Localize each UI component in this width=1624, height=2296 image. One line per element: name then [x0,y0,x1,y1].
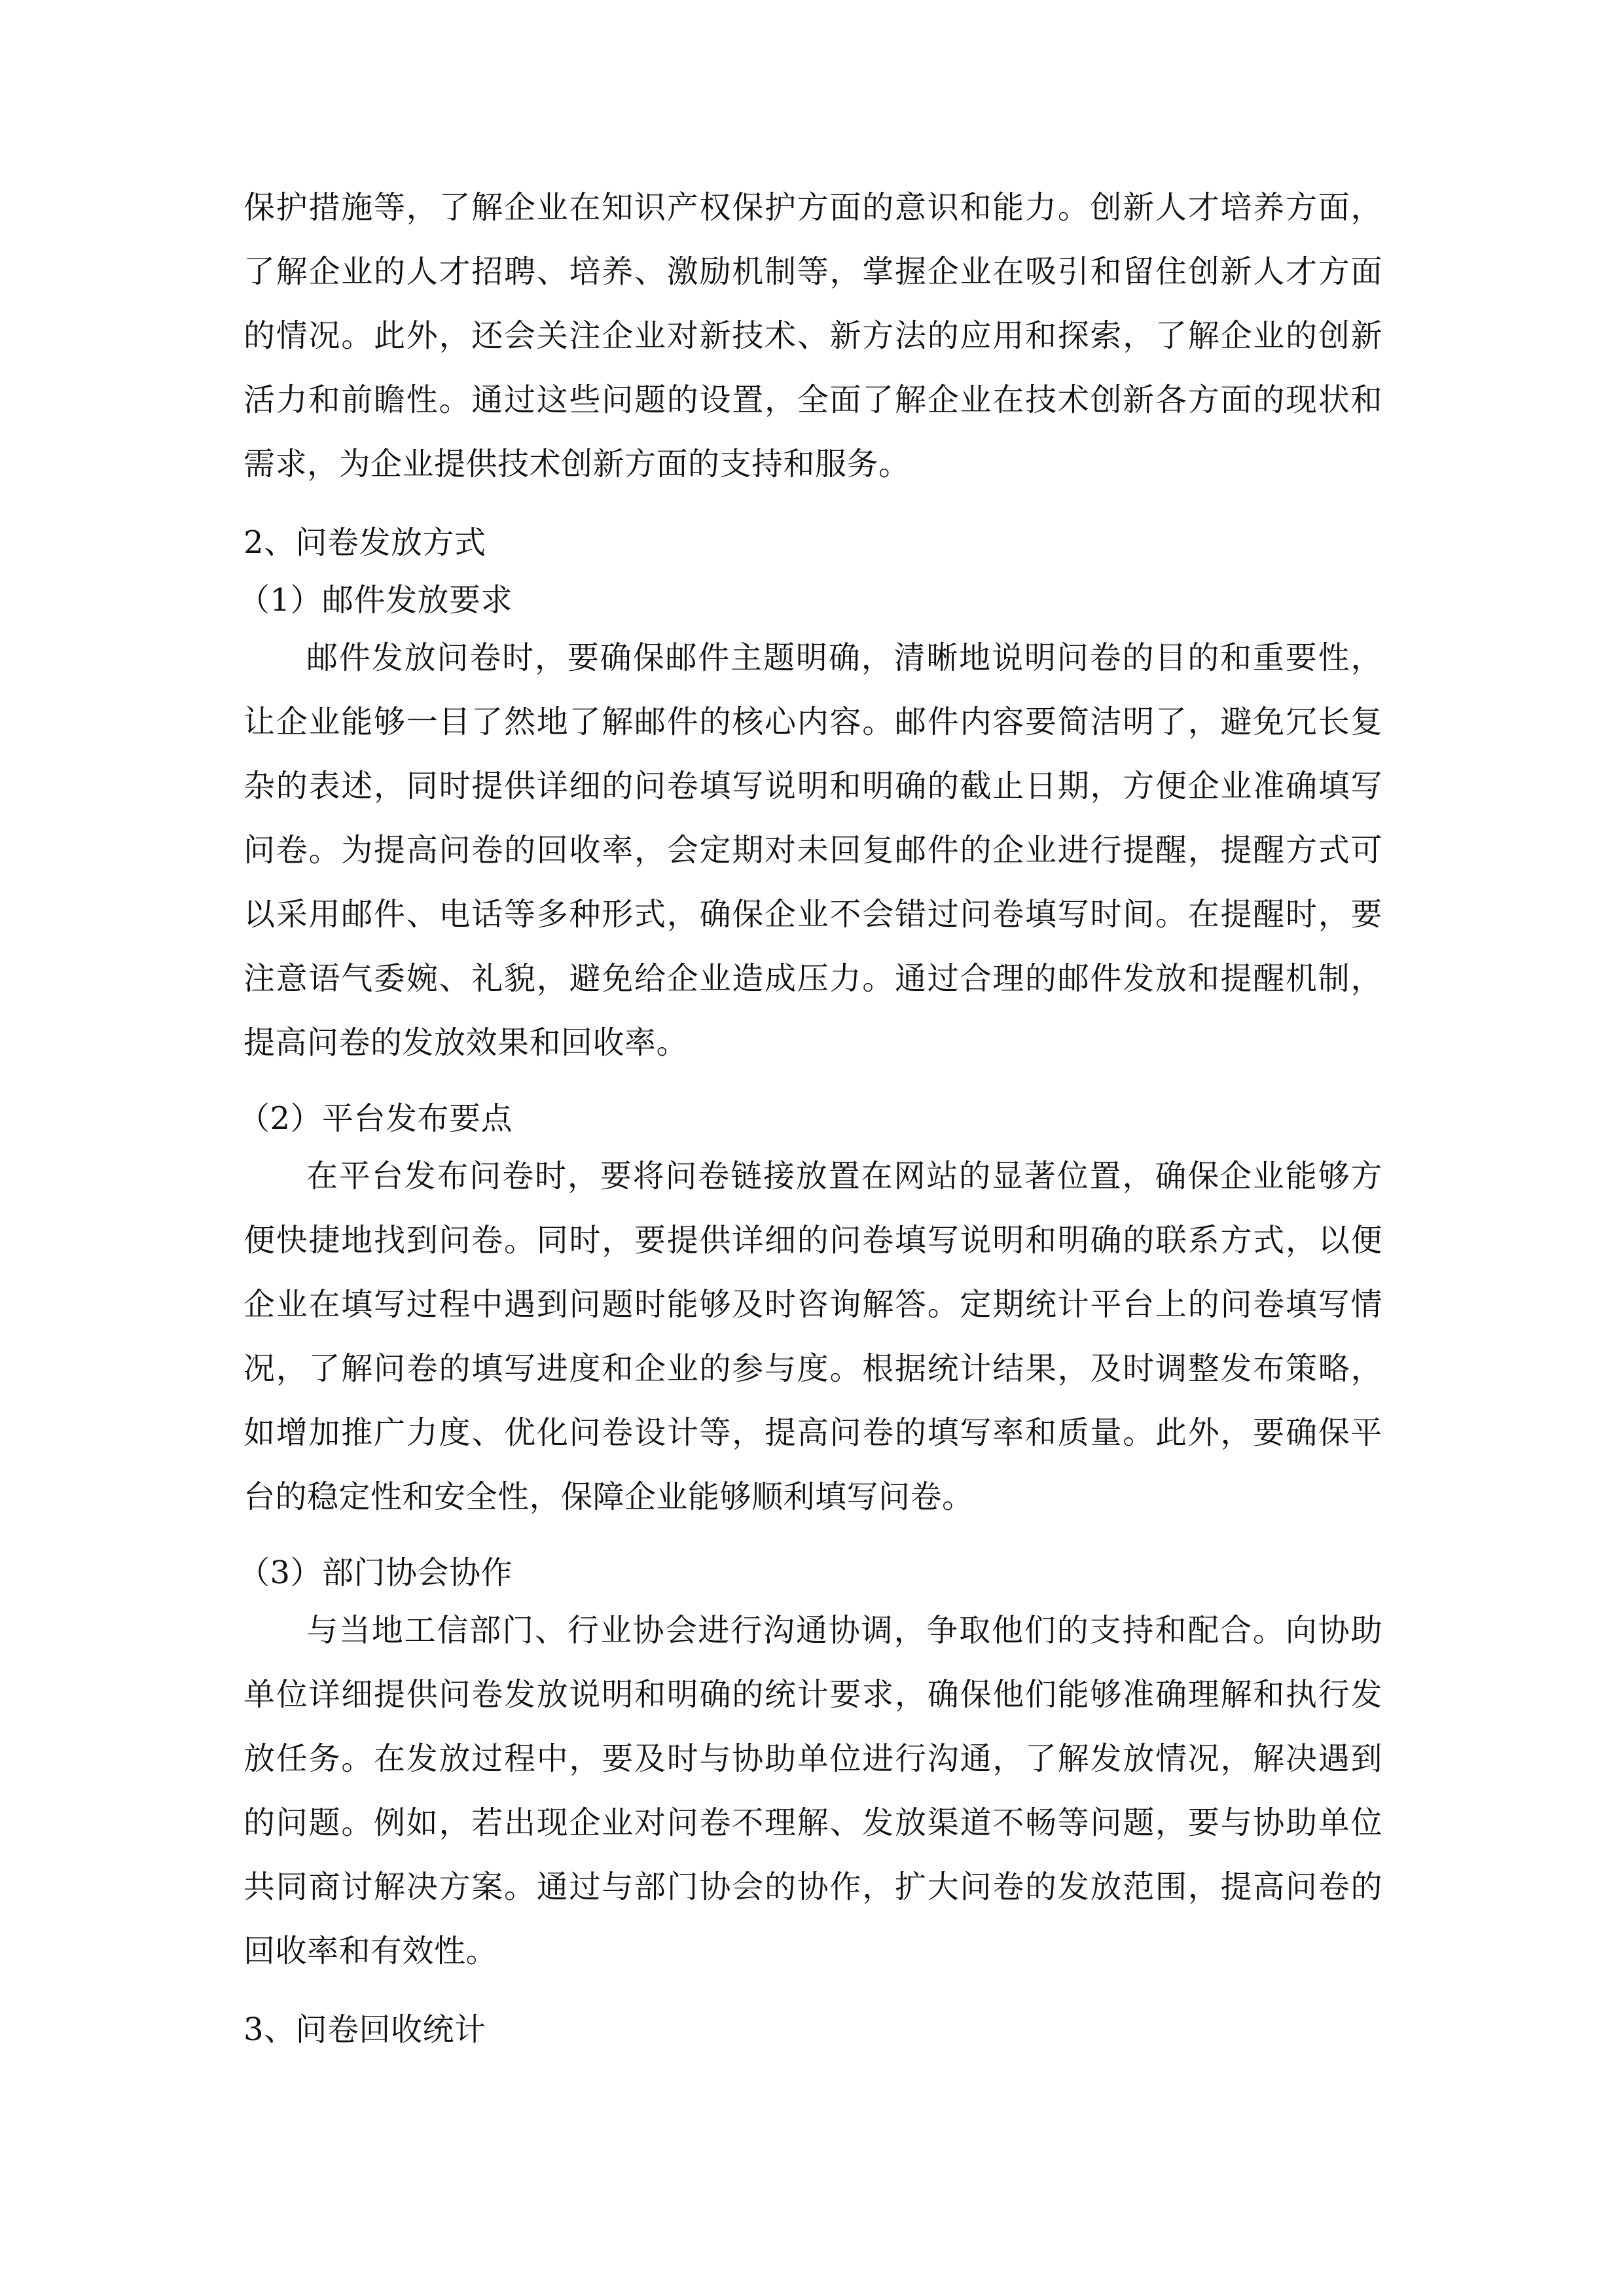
section-heading-collection-statistics: 3、问卷回收统计 [244,2011,486,2048]
paragraph-platform-points: 在平台发布问卷时，要将问卷链接放置在网站的显著位置，确保企业能够方便快捷地找到问卷。同时，要提供详细的问卷填写说明和明确的联系方式，以便企业在填写过程中遇到问题时能够及时咨询解答。定期统计平台上的问卷填写情况，了解问卷的填写进度和企业的参与度。根据统计结果，及时调整发布策略，如增加推广力度、优化问卷设计等，提高问卷的填写率和质量。此外，要确保平台的稳定性和安全性，保障企业能够顺利填写问卷。 [244,1158,1382,1515]
subheading-department-cooperation: （3）部门协会协作 [238,1554,513,1591]
paragraph-email-requirements: 邮件发放问卷时，要确保邮件主题明确，清晰地说明问卷的目的和重要性，让企业能够一目了然地了解邮件的核心内容。邮件内容要简洁明了，避免冗长复杂的表述，同时提供详细的问卷填写说明和明确的截止日期，方便企业准确填写问卷。为提高问卷的回收率，会定期对未回复邮件的企业进行提醒，提醒方式可以采用邮件、电话等多种形式，确保企业不会错过问卷填写时间。在提醒时，要注意语气委婉、礼貌，避免给企业造成压力。通过合理的邮件发放和提醒机制，提高问卷的发放效果和回收率。 [244,639,1382,1061]
section-heading-distribution-methods: 2、问卷发放方式 [244,524,486,561]
page-content [238,175,1382,2062]
intro-paragraph: 保护措施等，了解企业在知识产权保护方面的意识和能力。创新人才培养方面，了解企业的人才招聘、培养、激励机制等，掌握企业在吸引和留住创新人才方面的情况。此外，还会关注企业对新技术、新方法的应用和探索，了解企业的创新活力和前瞻性。通过这些问题的设置，全面了解企业在技术创新各方面的现状和需求，为企业提供技术创新方面的支持和服务。 [244,189,1382,482]
subheading-email-requirements: （1）邮件发放要求 [238,582,513,619]
subheading-platform-points: （2）平台发布要点 [238,1100,513,1137]
paragraph-department-cooperation: 与当地工信部门、行业协会进行沟通协调，争取他们的支持和配合。向协助单位详细提供问卷发放说明和明确的统计要求，确保他们能够准确理解和执行发放任务。在发放过程中，要及时与协助单位进行沟通，了解发放情况，解决遇到的问题。例如，若出现企业对问卷不理解、发放渠道不畅等问题，要与协助单位共同商讨解决方案。通过与部门协会的协作，扩大问卷的发放范围，提高问卷的回收率和有效性。 [244,1612,1382,1969]
